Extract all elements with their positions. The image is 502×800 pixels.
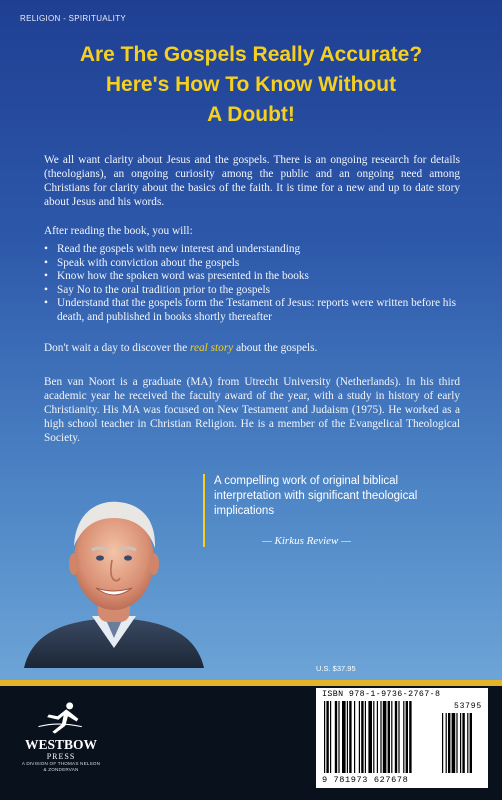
- review-quote: [203, 474, 453, 547]
- list-item: • Know how the spoken word was presented in the books: [44, 270, 464, 284]
- headline: [20, 40, 482, 130]
- publisher-tagline-1: A DIVISION OF THOMAS NELSON: [21, 761, 101, 766]
- list-item: • Read the gospels with new interest and understanding: [44, 243, 464, 257]
- headline-line-2: Here's How To Know Without: [105, 73, 397, 96]
- barcode-icon: [322, 701, 482, 775]
- category-label: RELIGION - SPIRITUALITY: [20, 14, 127, 23]
- list-item: • Say No to the oral tradition prior to the gospels: [44, 284, 464, 298]
- price-label: U.S. $37.95: [316, 664, 356, 673]
- barcode-digits: 9 781973 627678: [322, 775, 409, 785]
- running-figure-icon: [35, 700, 87, 736]
- intro-paragraph: We all want clarity about Jesus and the gospels. There is an ongoing research for details (theologians), an ongoing curiosity among the public and an ongoing need among Christians for clarity about the basics of the faith. It is time for a new and up to date story about Jesus and his words.: [44, 154, 460, 208]
- after-reading-text: After reading the book, you will:: [44, 225, 193, 237]
- publisher-name: WESTBOW: [24, 737, 98, 752]
- list-item: • Speak with conviction about the gospels: [44, 257, 464, 271]
- cta-before: Don't wait a day to discover the: [44, 342, 191, 354]
- cta-emphasis: real story: [190, 342, 234, 354]
- headline-line-3: A Doubt!: [207, 103, 295, 126]
- list-item: • Understand that the gospels form the Testament of Jesus: reports were written before his death, and published in books shortly thereafter: [44, 297, 464, 324]
- publisher-tagline-2: & ZONDERVAN: [43, 767, 79, 772]
- author-portrait: [14, 488, 214, 668]
- isbn-text: ISBN 978-1-9736-2767-8: [322, 690, 441, 699]
- quote-text: A compelling work of original biblical interpretation with significant theological implications: [214, 475, 418, 517]
- price-code: 53795: [453, 702, 482, 711]
- benefits-list: [44, 243, 464, 325]
- headline-line-1: Are The Gospels Really Accurate?: [79, 43, 423, 66]
- barcode-panel: [316, 688, 488, 788]
- publisher-sub: PRESS: [46, 752, 76, 761]
- cta-after: about the gospels.: [233, 342, 318, 354]
- publisher-logo: [16, 700, 106, 792]
- quote-source: — Kirkus Review —: [262, 535, 351, 547]
- call-to-action: [44, 341, 460, 355]
- author-bio: Ben van Noort is a graduate (MA) from Utrecht University (Netherlands). In his third academic year he received the faculty award of the year, with a study in history of early Christianity. His MA was focused on New Testament and Judaism (1975). He worked as a high school teacher in Christian Religion. He is a member of the Evangelical Theological Society.: [44, 376, 460, 444]
